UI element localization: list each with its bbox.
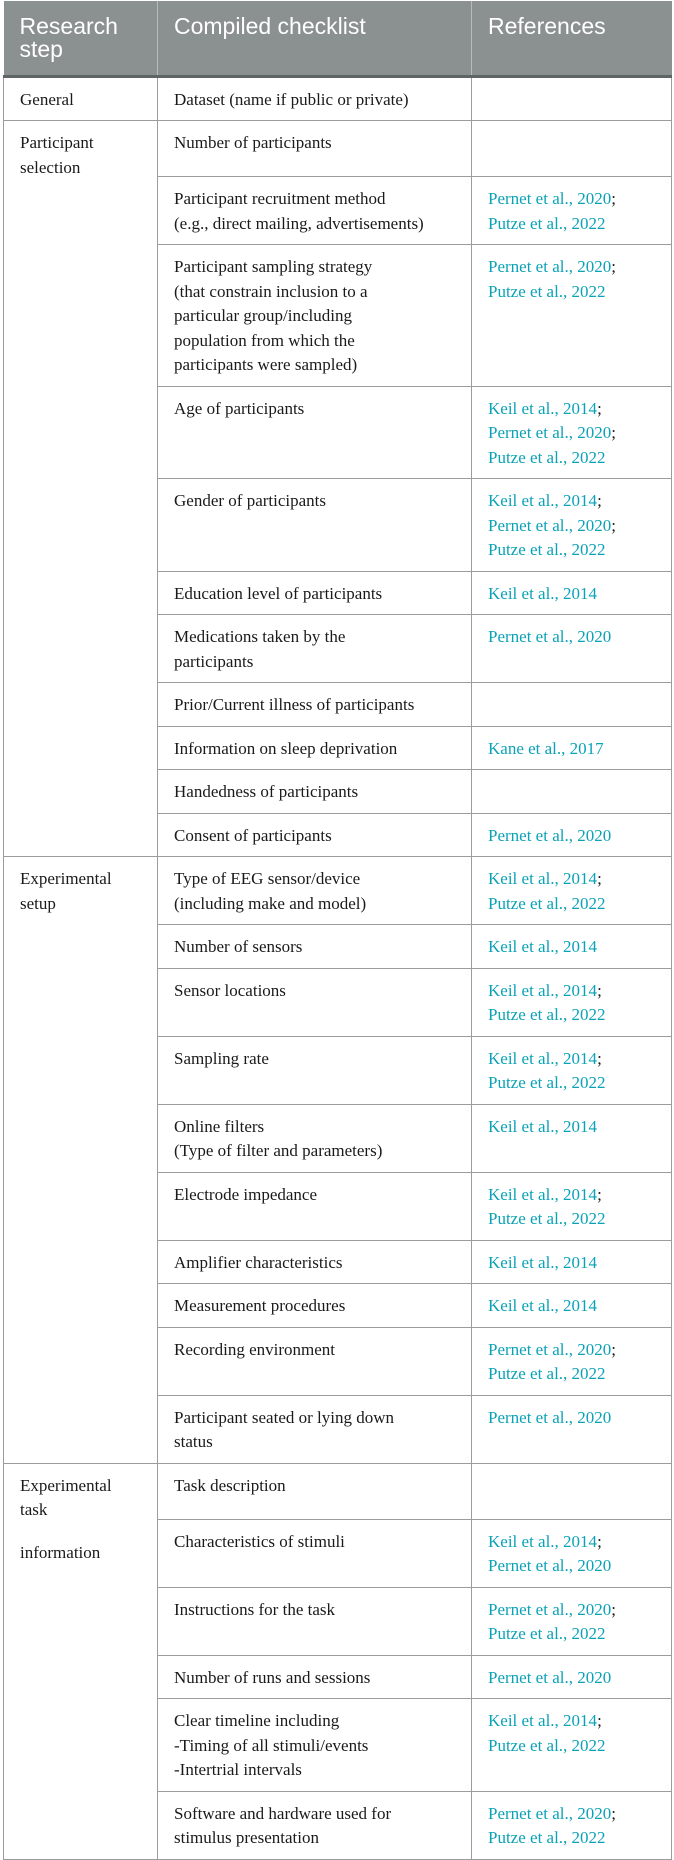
checklist-item-cell bbox=[158, 615, 472, 683]
reference-link[interactable]: Putze et al., 2022 bbox=[488, 1735, 606, 1755]
checklist-item-text: stimulus presentation bbox=[174, 1828, 319, 1847]
reference-link[interactable]: Pernet et al., 2020 bbox=[488, 189, 612, 208]
checklist-item-text: Number of runs and sessions bbox=[174, 1667, 371, 1687]
reference-separator: ; bbox=[597, 1711, 602, 1730]
reference-link[interactable]: Pernet et al., 2020 bbox=[488, 1803, 612, 1823]
reference-link[interactable]: Putze et al., 2022 bbox=[488, 281, 606, 301]
research-step-cell bbox=[4, 121, 158, 857]
research-step-label: task bbox=[20, 1500, 48, 1519]
reference-link[interactable]: Putze et al., 2022 bbox=[488, 1364, 606, 1383]
checklist-item-cell bbox=[158, 1104, 472, 1172]
reference-link[interactable]: Pernet et al., 2020 bbox=[488, 515, 612, 535]
reference-link[interactable]: Keil et al., 2014 bbox=[488, 1711, 598, 1730]
checklist-item-text: Participant seated or lying down bbox=[174, 1407, 395, 1427]
checklist-item-text: Electrode impedance bbox=[174, 1184, 318, 1204]
checklist-item-text: Age of participants bbox=[174, 398, 305, 418]
references-cell bbox=[472, 479, 672, 572]
checklist-item-cell bbox=[158, 479, 472, 572]
checklist-item-cell bbox=[158, 76, 472, 121]
references-cell bbox=[472, 683, 672, 727]
checklist-item-text: participants were sampled) bbox=[174, 355, 358, 374]
reference-separator: ; bbox=[611, 1803, 616, 1823]
references-cell bbox=[472, 615, 672, 683]
checklist-item-text: Gender of participants bbox=[174, 491, 326, 510]
checklist-item-text: Instructions for the task bbox=[174, 1599, 335, 1619]
checklist-item-cell bbox=[158, 1655, 472, 1699]
header-line: step bbox=[19, 36, 63, 62]
table-row bbox=[4, 857, 672, 925]
reference-separator: ; bbox=[597, 1531, 602, 1551]
header-line: Compiled checklist bbox=[174, 13, 366, 39]
reference-link[interactable]: Putze et al., 2022 bbox=[488, 1005, 606, 1024]
reference-link[interactable]: Putze et al., 2022 bbox=[488, 447, 606, 467]
reference-link[interactable]: Pernet et al., 2020 bbox=[488, 1599, 612, 1619]
reference-separator: ; bbox=[611, 1599, 616, 1619]
research-step-label: information bbox=[20, 1542, 101, 1562]
checklist-item-text: (including make and model) bbox=[174, 893, 367, 913]
reference-link[interactable]: Keil et al., 2014 bbox=[488, 980, 598, 1000]
checklist-item-text: Clear timeline including bbox=[174, 1711, 340, 1730]
checklist-item-cell bbox=[158, 857, 472, 925]
reference-link[interactable]: Putze et al., 2022 bbox=[488, 213, 606, 233]
checklist-item-text: -Intertrial intervals bbox=[174, 1760, 302, 1779]
checklist-item-cell bbox=[158, 813, 472, 857]
header-research-step bbox=[4, 1, 158, 76]
checklist-item-text: Number of sensors bbox=[174, 937, 303, 956]
references-cell bbox=[472, 925, 672, 969]
checklist-item-text: (e.g., direct mailing, advertisements) bbox=[174, 213, 424, 233]
checklist-item-text: Medications taken by the bbox=[174, 627, 346, 646]
references-cell bbox=[472, 121, 672, 177]
checklist-item-cell bbox=[158, 1284, 472, 1328]
checklist-item-cell bbox=[158, 1699, 472, 1792]
reference-separator: ; bbox=[611, 423, 616, 442]
table-row bbox=[4, 121, 672, 177]
references-cell bbox=[472, 1587, 672, 1655]
reference-link[interactable]: Keil et al., 2014 bbox=[488, 937, 598, 956]
checklist-item-text: Participant sampling strategy bbox=[174, 257, 373, 276]
checklist-item-text: Software and hardware used for bbox=[174, 1803, 392, 1823]
references-cell bbox=[472, 571, 672, 615]
reference-separator: ; bbox=[611, 257, 616, 276]
reference-link[interactable]: Pernet et al., 2020 bbox=[488, 1407, 612, 1427]
checklist-item-text: (that constrain inclusion to a bbox=[174, 281, 368, 301]
research-step-label: Experimental bbox=[20, 1475, 112, 1495]
references-cell bbox=[472, 1036, 672, 1104]
research-step-label: setup bbox=[20, 893, 56, 913]
checklist-item-text: Characteristics of stimuli bbox=[174, 1531, 345, 1551]
reference-link[interactable]: Keil et al., 2014 bbox=[488, 398, 598, 418]
reference-link[interactable]: Keil et al., 2014 bbox=[488, 1048, 598, 1068]
checklist-item-cell bbox=[158, 925, 472, 969]
checklist-item-cell bbox=[158, 1587, 472, 1655]
references-cell bbox=[472, 1395, 672, 1463]
table-body bbox=[4, 76, 672, 1859]
reference-link[interactable]: Pernet et al., 2020 bbox=[488, 1339, 612, 1359]
reference-link[interactable]: Pernet et al., 2020 bbox=[488, 825, 612, 845]
reference-link[interactable]: Putze et al., 2022 bbox=[488, 1073, 606, 1092]
reference-link[interactable]: Keil et al., 2014 bbox=[488, 869, 598, 888]
reference-separator: ; bbox=[597, 869, 602, 888]
header-row bbox=[4, 1, 672, 76]
header-compiled-checklist bbox=[158, 1, 472, 76]
checklist-item-cell bbox=[158, 571, 472, 615]
checklist-item-cell bbox=[158, 683, 472, 727]
reference-separator: ; bbox=[597, 398, 602, 418]
checklist-item-cell bbox=[158, 1463, 472, 1519]
reference-link[interactable]: Pernet et al., 2020 bbox=[488, 627, 612, 646]
header-references bbox=[472, 1, 672, 76]
references-cell bbox=[472, 1284, 672, 1328]
header-line: References bbox=[488, 13, 606, 39]
references-cell bbox=[472, 1327, 672, 1395]
checklist-item-text: Type of EEG sensor/device bbox=[174, 869, 361, 888]
references-cell bbox=[472, 1172, 672, 1240]
research-step-label: selection bbox=[20, 157, 81, 177]
reference-link[interactable]: Keil et al., 2014 bbox=[488, 1296, 598, 1315]
checklist-item-text: particular group/including bbox=[174, 306, 352, 325]
research-step-cell bbox=[4, 857, 158, 1464]
reference-separator: ; bbox=[611, 189, 616, 208]
header-line: Research bbox=[19, 13, 118, 39]
references-cell bbox=[472, 245, 672, 387]
research-step-label: General bbox=[20, 89, 74, 109]
research-step-cell bbox=[4, 1463, 158, 1859]
checklist-item-cell bbox=[158, 1395, 472, 1463]
checklist-item-text: Consent of participants bbox=[174, 825, 332, 845]
checklist-item-cell bbox=[158, 770, 472, 814]
checklist-item-cell bbox=[158, 1172, 472, 1240]
reference-separator: ; bbox=[597, 491, 602, 510]
research-step-label: Experimental bbox=[20, 869, 112, 888]
reference-separator: ; bbox=[597, 1184, 602, 1204]
reference-separator: ; bbox=[611, 515, 616, 535]
checklist-item-text: Participant recruitment method bbox=[174, 189, 386, 208]
checklist-item-cell bbox=[158, 1036, 472, 1104]
checklist-table bbox=[3, 1, 672, 1860]
references-cell bbox=[472, 1104, 672, 1172]
checklist-item-text: status bbox=[174, 1432, 213, 1451]
checklist-item-text: Task description bbox=[174, 1475, 286, 1495]
table-row bbox=[4, 76, 672, 121]
references-cell bbox=[472, 76, 672, 121]
checklist-item-text: Sensor locations bbox=[174, 980, 286, 1000]
checklist-item-text: Recording environment bbox=[174, 1339, 335, 1359]
checklist-item-text: Prior/Current illness of participants bbox=[174, 695, 415, 714]
checklist-item-cell bbox=[158, 1240, 472, 1284]
reference-link[interactable]: Putze et al., 2022 bbox=[488, 1624, 606, 1643]
checklist-item-text: Amplifier characteristics bbox=[174, 1252, 343, 1272]
reference-link[interactable]: Keil et al., 2014 bbox=[488, 1116, 598, 1136]
checklist-item-text: Sampling rate bbox=[174, 1048, 269, 1068]
checklist-item-cell bbox=[158, 726, 472, 770]
references-cell bbox=[472, 857, 672, 925]
references-cell bbox=[472, 726, 672, 770]
reference-link[interactable]: Keil et al., 2014 bbox=[488, 583, 598, 603]
reference-link[interactable]: Putze et al., 2022 bbox=[488, 1209, 606, 1228]
checklist-item-text: Information on sleep deprivation bbox=[174, 738, 398, 758]
references-cell bbox=[472, 177, 672, 245]
checklist-item-cell bbox=[158, 1519, 472, 1587]
reference-link[interactable]: Pernet et al., 2020 bbox=[488, 1667, 612, 1687]
references-cell bbox=[472, 968, 672, 1036]
reference-link[interactable]: Putze et al., 2022 bbox=[488, 540, 606, 559]
checklist-item-text: Education level of participants bbox=[174, 583, 383, 603]
checklist-item-text: -Timing of all stimuli/events bbox=[174, 1735, 369, 1755]
reference-link[interactable]: Kane et al., 2017 bbox=[488, 738, 604, 758]
reference-link[interactable]: Putze et al., 2022 bbox=[488, 1828, 606, 1847]
checklist-item-text: Dataset (name if public or private) bbox=[174, 89, 409, 109]
reference-separator: ; bbox=[597, 1048, 602, 1068]
checklist-item-cell bbox=[158, 177, 472, 245]
reference-link[interactable]: Pernet et al., 2020 bbox=[488, 1556, 612, 1575]
reference-link[interactable]: Pernet et al., 2020 bbox=[488, 257, 612, 276]
reference-separator: ; bbox=[611, 1339, 616, 1359]
checklist-item-text: participants bbox=[174, 651, 254, 671]
research-step-label bbox=[20, 1523, 149, 1541]
references-cell bbox=[472, 1699, 672, 1792]
references-cell bbox=[472, 770, 672, 814]
references-cell bbox=[472, 813, 672, 857]
checklist-item-text: (Type of filter and parameters) bbox=[174, 1141, 383, 1160]
reference-link[interactable]: Pernet et al., 2020 bbox=[488, 423, 612, 442]
checklist-item-cell bbox=[158, 386, 472, 479]
references-cell bbox=[472, 1240, 672, 1284]
checklist-item-cell bbox=[158, 121, 472, 177]
checklist-item-cell bbox=[158, 968, 472, 1036]
reference-link[interactable]: Keil et al., 2014 bbox=[488, 1252, 598, 1272]
checklist-item-text: Measurement procedures bbox=[174, 1296, 346, 1315]
references-cell bbox=[472, 1463, 672, 1519]
table-row bbox=[4, 1463, 672, 1519]
reference-link[interactable]: Keil et al., 2014 bbox=[488, 1531, 598, 1551]
checklist-item-cell bbox=[158, 1327, 472, 1395]
research-step-label: Participant bbox=[20, 133, 94, 152]
reference-link[interactable]: Putze et al., 2022 bbox=[488, 893, 606, 913]
checklist-item-cell bbox=[158, 245, 472, 387]
checklist-item-text: Number of participants bbox=[174, 133, 332, 152]
reference-link[interactable]: Keil et al., 2014 bbox=[488, 1184, 598, 1204]
reference-link[interactable]: Keil et al., 2014 bbox=[488, 491, 598, 510]
research-step-cell bbox=[4, 76, 158, 121]
references-cell bbox=[472, 386, 672, 479]
checklist-item-text: Online filters bbox=[174, 1116, 265, 1136]
reference-separator: ; bbox=[597, 980, 602, 1000]
references-cell bbox=[472, 1655, 672, 1699]
checklist-item-text: Handedness of participants bbox=[174, 782, 359, 801]
checklist-item-text: population from which the bbox=[174, 330, 355, 350]
references-cell bbox=[472, 1519, 672, 1587]
